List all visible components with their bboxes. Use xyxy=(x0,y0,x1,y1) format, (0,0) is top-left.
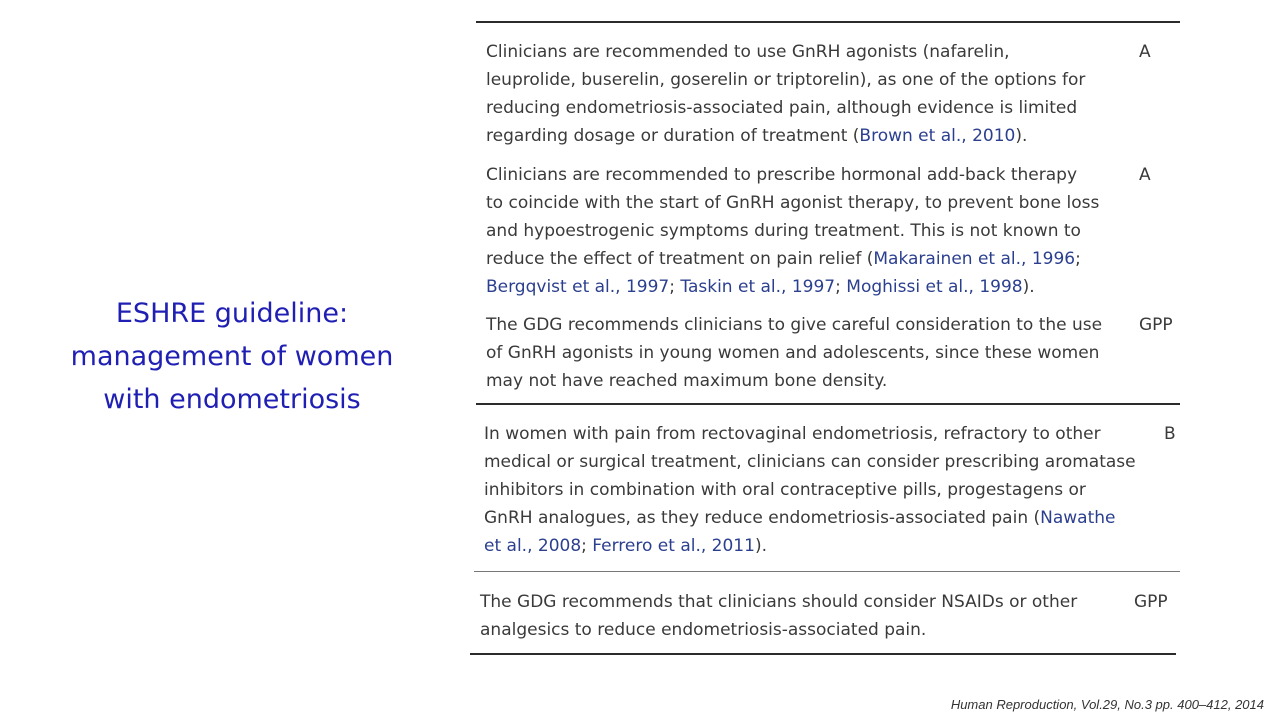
grade-label: B xyxy=(1164,424,1176,444)
text-line: Clinicians are recommended to prescribe hormonal add-back therapy xyxy=(486,165,1077,185)
text-fragment: ). xyxy=(754,536,767,556)
text-line xyxy=(484,532,1136,560)
reference-link[interactable]: Makarainen et al., 1996 xyxy=(873,249,1076,269)
text-line: and hypoestrogenic symptoms during treatment. This is not known to xyxy=(486,221,1081,241)
recommendation-gnrh-agonists xyxy=(476,38,1180,158)
text-fragment: ; xyxy=(1075,249,1081,269)
recommendation-nsaids xyxy=(470,588,1176,648)
recommendation-text xyxy=(484,420,1136,560)
reference-link[interactable]: Ferrero et al., 2011 xyxy=(592,536,755,556)
text-line xyxy=(486,245,1099,273)
text-line: reducing endometriosis-associated pain, although evidence is limited xyxy=(486,98,1078,118)
slide-title-line: with endometriosis xyxy=(103,384,361,415)
text-fragment: reduce the effect of treatment on pain relief ( xyxy=(486,249,874,269)
bottom-rule xyxy=(470,653,1176,655)
text-line: The GDG recommends that clinicians should consider NSAIDs or other xyxy=(480,592,1078,612)
text-fragment: ; xyxy=(581,536,593,556)
recommendation-aromatase-inhibitors xyxy=(474,420,1180,570)
text-line xyxy=(486,273,1099,301)
slide-title xyxy=(30,292,434,421)
grade-label: GPP xyxy=(1139,315,1173,335)
top-rule xyxy=(476,21,1180,23)
text-fragment: ; xyxy=(669,277,681,297)
text-line xyxy=(484,504,1136,532)
text-line: medical or surgical treatment, clinicians can consider prescribing aromatase xyxy=(484,452,1136,472)
reference-link[interactable]: Taskin et al., 1997 xyxy=(680,277,836,297)
reference-link[interactable]: et al., 2008 xyxy=(484,536,582,556)
text-line: analgesics to reduce endometriosis-associated pain. xyxy=(480,620,927,640)
text-line: In women with pain from rectovaginal endometriosis, refractory to other xyxy=(484,424,1101,444)
text-line: may not have reached maximum bone density. xyxy=(486,371,888,391)
grade-label: GPP xyxy=(1134,592,1168,612)
text-fragment: GnRH analogues, as they reduce endometriosis-associated pain ( xyxy=(484,508,1041,528)
recommendation-text xyxy=(486,161,1099,301)
recommendation-add-back-therapy xyxy=(476,161,1180,311)
bottom-rule xyxy=(474,571,1180,572)
recommendation-text xyxy=(486,311,1102,395)
text-line: of GnRH agonists in young women and adolescents, since these women xyxy=(486,343,1100,363)
text-line: inhibitors in combination with oral contraceptive pills, progestagens or xyxy=(484,480,1086,500)
reference-link[interactable]: Brown et al., 2010 xyxy=(859,126,1016,146)
text-line xyxy=(486,122,1085,150)
text-fragment: ; xyxy=(835,277,847,297)
source-citation: Human Reproduction, Vol.29, No.3 pp. 400–412, 2014 xyxy=(950,697,1264,712)
text-line: The GDG recommends clinicians to give careful consideration to the use xyxy=(486,315,1103,335)
text-fragment: ). xyxy=(1022,277,1035,297)
text-fragment: ). xyxy=(1015,126,1028,146)
recommendation-text xyxy=(486,38,1085,150)
recommendation-panel-nsaids xyxy=(470,578,1176,658)
recommendation-young-women xyxy=(476,311,1180,401)
recommendation-text xyxy=(480,588,1077,644)
text-line: leuprolide, buserelin, goserelin or triptorelin), as one of the options for xyxy=(486,70,1086,90)
reference-link[interactable]: Nawathe xyxy=(1040,508,1116,528)
text-line: to coincide with the start of GnRH agonist therapy, to prevent bone loss xyxy=(486,193,1100,213)
slide-title-line: ESHRE guideline: xyxy=(115,298,349,329)
reference-link[interactable]: Moghissi et al., 1998 xyxy=(846,277,1023,297)
recommendation-panel-aromatase xyxy=(474,404,1180,578)
text-fragment: regarding dosage or duration of treatment ( xyxy=(486,126,860,146)
reference-link[interactable]: Bergqvist et al., 1997 xyxy=(486,277,670,297)
slide-title-line: management of women xyxy=(70,341,394,372)
grade-label: A xyxy=(1139,165,1151,185)
text-line: Clinicians are recommended to use GnRH agonists (nafarelin, xyxy=(486,42,1010,62)
recommendation-panel-gnrh xyxy=(476,21,1180,407)
grade-label: A xyxy=(1139,42,1151,62)
